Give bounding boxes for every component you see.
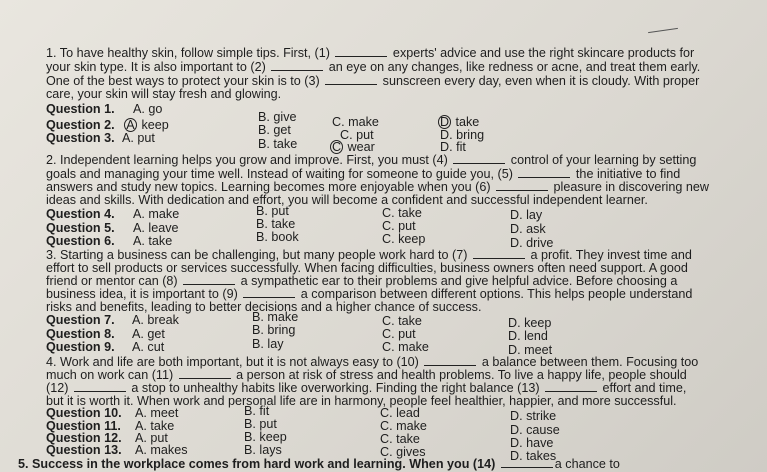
question-6-label: Question 6. bbox=[46, 234, 115, 248]
question-4-option-b: B. put bbox=[256, 204, 289, 218]
question-9-option-a: A. cut bbox=[132, 340, 165, 354]
question-11-option-a: A. take bbox=[135, 419, 175, 433]
question-5-label: Question 5. bbox=[46, 221, 115, 235]
question-7-option-d: D. keep bbox=[508, 316, 552, 330]
p3-line-4: business idea, it is important to (9) a comparison between different options. This helps people understand bbox=[46, 287, 693, 301]
question-5-option-c: C. put bbox=[382, 219, 416, 233]
p3-line-3: friend or mentor can (8) a sympathetic ear to their problems and give helpful advice. Before choosing a bbox=[46, 274, 678, 288]
question-6-option-d: D. drive bbox=[510, 236, 554, 250]
question-2-option-a: A keep bbox=[124, 118, 169, 132]
question-9-option-b: B. lay bbox=[252, 337, 284, 351]
question-4-option-c: C. take bbox=[382, 206, 422, 220]
p3-line-1: 3. Starting a business can be challenging, but many people work hard to (7) a profit. They invest time and bbox=[46, 248, 692, 262]
p5-line-1: 5. Success in the workplace comes from hard work and learning. When you (14) a chance to bbox=[18, 457, 620, 471]
question-6-option-c: C. keep bbox=[382, 232, 426, 246]
p4-line-1: 4. Work and life are both important, but it is not always easy to (10) a balance between them. Focusing too bbox=[46, 355, 699, 369]
question-10-label: Question 10. bbox=[46, 406, 122, 420]
question-12-option-b: B. keep bbox=[244, 430, 287, 444]
p2-line-4: ideas and skills. With dedication and effort, you will become a confident and successful independent learner. bbox=[46, 193, 648, 207]
p1-line-2: your skin type. It is also important to (2) an eye on any changes, like redness or acne, and treat them early. bbox=[46, 60, 701, 74]
question-10-option-d: D. strike bbox=[510, 409, 557, 423]
pen-mark bbox=[648, 28, 678, 33]
question-4-option-d: D. lay bbox=[510, 208, 543, 222]
question-1-option-c: C. make bbox=[332, 115, 379, 129]
question-4-label: Question 4. bbox=[46, 207, 115, 221]
question-8-option-c: C. put bbox=[382, 327, 416, 341]
question-5-option-b: B. take bbox=[256, 217, 296, 231]
p3-line-2: effort to sell products or services successfully. When facing difficulties, business owners often need support. A good bbox=[46, 261, 688, 275]
question-8-option-b: B. bring bbox=[252, 323, 296, 337]
question-1-label: Question 1. bbox=[46, 102, 115, 116]
question-11-option-d: D. cause bbox=[510, 423, 560, 437]
question-9-option-c: C. make bbox=[382, 340, 429, 354]
question-11-option-b: B. put bbox=[244, 417, 277, 431]
question-11-option-c: C. make bbox=[380, 419, 427, 433]
question-8-option-a: A. get bbox=[132, 327, 165, 341]
question-9-label: Question 9. bbox=[46, 340, 115, 354]
question-6-option-a: A. take bbox=[133, 234, 173, 248]
p2-line-2: goals and managing your time well. Instead of waiting for someone to guide you, (5) the initiative to find bbox=[46, 167, 681, 181]
question-8-label: Question 8. bbox=[46, 327, 115, 341]
p4-line-4: but it is worth it. When work and personal life are in harmony, people feel healthier, happier, and more successful. bbox=[46, 394, 677, 408]
question-3-option-c: C wear bbox=[331, 140, 375, 154]
question-7-option-a: A. break bbox=[132, 313, 179, 327]
question-13-option-b: B. lays bbox=[244, 443, 282, 457]
p4-line-3: (12) a stop to unhealthy habits like overworking. Finding the right balance (13) effort and time, bbox=[46, 381, 687, 395]
question-3-option-a: A. put bbox=[122, 131, 155, 145]
question-13-option-c: C. gives bbox=[380, 445, 426, 459]
question-11-label: Question 11. bbox=[46, 419, 121, 433]
p1-line-3: One of the best ways to protect your skin is to (3) sunscreen every day, even when it is cloudy. With proper bbox=[46, 74, 700, 88]
question-7-option-b: B. make bbox=[252, 310, 299, 324]
question-12-option-a: A. put bbox=[135, 431, 168, 445]
question-7-label: Question 7. bbox=[46, 313, 115, 327]
p1-line-4: care, your skin will stay fresh and glowing. bbox=[46, 87, 282, 101]
question-1-option-a: A. go bbox=[133, 102, 163, 116]
question-1-option-b: B. give bbox=[258, 110, 297, 124]
question-2-label: Question 2. bbox=[46, 118, 115, 132]
p4-line-2: much on work can (11) a person at risk of stress and health problems. To live a happy life, people should bbox=[46, 368, 687, 382]
question-2-option-c: C. put bbox=[340, 128, 374, 142]
question-7-option-c: C. take bbox=[382, 314, 422, 328]
question-12-label: Question 12. bbox=[46, 431, 122, 445]
p2-line-3: answers and study new topics. Learning becomes more enjoyable when you (6) pleasure in discovering new bbox=[46, 180, 709, 194]
question-3-option-d: D. fit bbox=[440, 140, 466, 154]
question-4-option-a: A. make bbox=[133, 207, 180, 221]
question-10-option-c: C. lead bbox=[380, 406, 420, 420]
question-9-option-d: D. meet bbox=[508, 343, 553, 357]
question-3-label: Question 3. bbox=[46, 131, 115, 145]
question-5-option-d: D. ask bbox=[510, 222, 546, 236]
question-13-label: Question 13. bbox=[46, 443, 122, 457]
p3-line-5: risks and benefits, leading to better decisions and a higher chance of success. bbox=[46, 300, 482, 314]
question-5-option-a: A. leave bbox=[133, 221, 179, 235]
p1-line-1: 1. To have healthy skin, follow simple tips. First, (1) experts' advice and use the right skincare products for bbox=[46, 46, 695, 60]
question-2-option-d: D. bring bbox=[440, 128, 485, 142]
question-2-option-b: B. get bbox=[258, 123, 291, 137]
question-13-option-a: A. makes bbox=[135, 443, 188, 457]
question-12-option-d: D. have bbox=[510, 436, 554, 450]
question-10-option-b: B. fit bbox=[244, 404, 270, 418]
question-6-option-b: B. book bbox=[256, 230, 299, 244]
question-1-option-d: D take bbox=[439, 115, 480, 129]
p2-line-1: 2. Independent learning helps you grow and improve. First, you must (4) control of your learning by setting bbox=[46, 153, 697, 167]
question-12-option-c: C. take bbox=[380, 432, 420, 446]
question-8-option-d: D. lend bbox=[508, 329, 548, 343]
question-3-option-b: B. take bbox=[258, 137, 298, 151]
question-10-option-a: A. meet bbox=[135, 406, 179, 420]
question-13-option-d: D. takes bbox=[510, 449, 557, 463]
